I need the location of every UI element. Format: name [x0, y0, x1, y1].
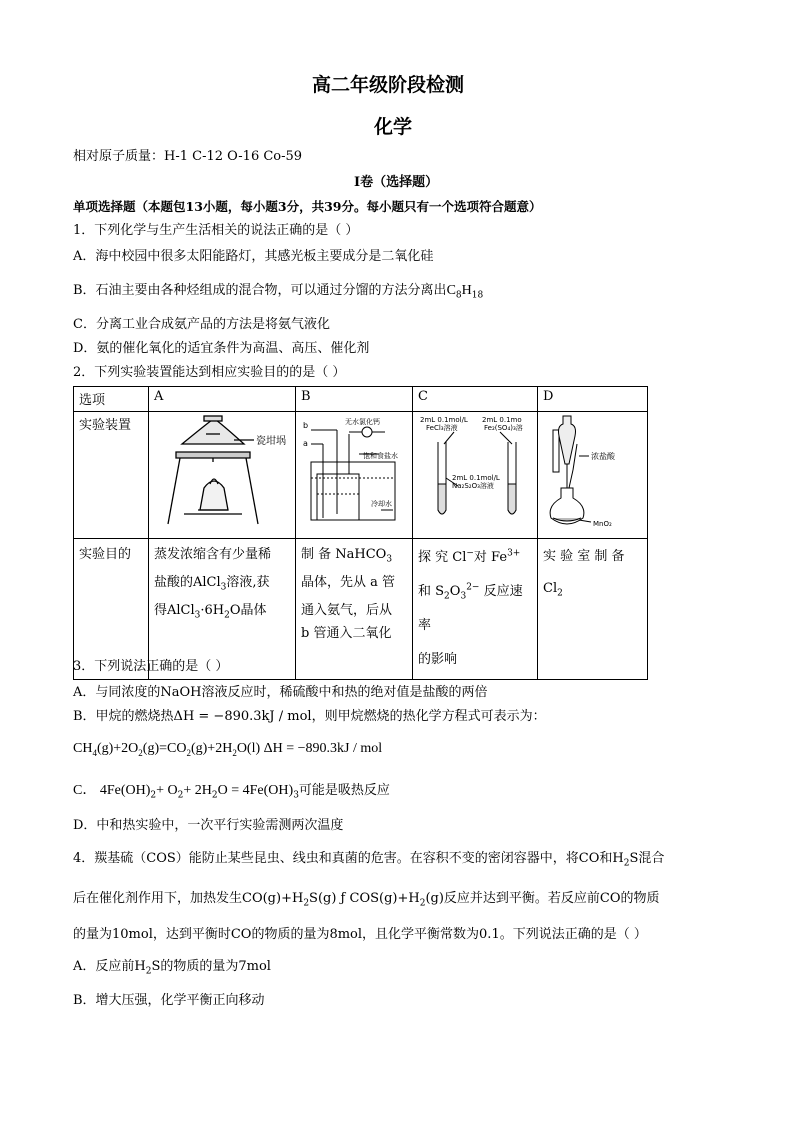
- goal-b-line3: 通入氨气，后从: [301, 603, 393, 618]
- goal-c-line2-sub2: 3: [460, 591, 467, 602]
- q1-b-carbon: C: [446, 283, 456, 298]
- goal-b-line1-text: 制 备 NaHCO: [301, 547, 387, 562]
- na2s2o3-label: Na₂S₂O₃溶液: [452, 482, 494, 490]
- q3-option-b: B．甲烷的燃烧热ΔH = −890.3kJ / mol，则甲烷燃烧的热化学方程式可表示为：: [73, 709, 546, 724]
- q4-line3: 的量为10mol，达到平衡时CO的物质的量为8mol，且化学平衡常数为0.1。下列说法正确的是（ ）: [73, 927, 647, 942]
- apparatus-label: 实验装置: [74, 412, 149, 539]
- q4-a-start: A．反应前H: [73, 959, 146, 974]
- goal-c-line2-end: 反应速率: [418, 584, 523, 633]
- goal-b-line2: 晶体，先从 a 管: [301, 575, 396, 590]
- evaporation-apparatus-icon: [154, 414, 290, 530]
- q4-line1-end: S混合: [629, 851, 665, 866]
- apparatus-a-cell: [149, 412, 296, 539]
- q1-stem: 1．下列化学与生产生活相关的说法正确的是（ ）: [73, 223, 359, 238]
- goal-b-line1: [301, 541, 407, 569]
- q3-eq-part-c: (g)=CO: [142, 741, 187, 756]
- q1-option-a: A．海中校园中很多太阳能路灯，其感光板主要成分是二氧化硅: [73, 249, 434, 264]
- goal-d-line2-sub: 2: [557, 588, 563, 599]
- cacl2-label: 无水氯化钙: [345, 418, 380, 426]
- goal-a-line2: [154, 569, 290, 597]
- goal-a-line3-start: 得AlCl: [154, 603, 195, 618]
- q3-eq-ch: CH: [73, 741, 93, 756]
- nahco3-apparatus-icon: [301, 414, 409, 530]
- q3-option-a: A．与同浓度的NaOH溶液反应时，稀硫酸中和热的绝对值是盐酸的两倍: [73, 685, 488, 700]
- q4-option-b: B．增大压强，化学平衡正向移动: [73, 993, 265, 1008]
- header-b: B: [296, 387, 413, 412]
- fecl3-label: FeCl₃溶液: [426, 424, 458, 432]
- fecl3-conc-label: 2mL 0.1mol/L: [420, 416, 468, 424]
- goal-c-line2-sub: 2: [444, 591, 450, 602]
- nacl-label: 饱和食盐水: [363, 452, 398, 460]
- goal-d-cell: [538, 539, 648, 680]
- goal-a-line2-sub: 3: [220, 582, 227, 593]
- q1-b-carbon-sub: 8: [455, 290, 462, 301]
- goal-d-line2: [543, 573, 642, 605]
- q3-c-mid: + O: [156, 783, 178, 798]
- goal-c-line2: [418, 575, 532, 643]
- apparatus-row: [74, 412, 648, 539]
- q3-option-d: D．中和热实验中，一次平行实验需测两次温度: [73, 818, 344, 833]
- goal-c-line1-start: 探 究 Cl: [418, 550, 467, 565]
- q4-option-a: A．反应前$H_2S$的物质的量为7mol: [73, 959, 271, 977]
- apparatus-c-cell: [413, 412, 538, 539]
- goal-a-line3-sub2: 2: [224, 610, 230, 621]
- tube-a-label: a: [303, 439, 308, 448]
- goal-c-cell: [413, 539, 538, 680]
- na2s2o3-conc-label: 2mL 0.1mol/L: [452, 474, 500, 482]
- atomic-mass-line: 相对原子质量：H-1 C-12 O-16 Co-59: [73, 149, 303, 164]
- goal-b-line1-sub: 3: [386, 554, 393, 565]
- table-header-row: [74, 387, 648, 412]
- goal-d-line2-text: Cl: [543, 581, 558, 596]
- q3-equation: $CH_4(g)+2O_2(g)=CO_2(g)+2H_2O(l) \Delta H = -890.3kJ$ / mol: [73, 741, 383, 758]
- q1-option-c: C．分离工业合成氨产品的方法是将氨气液化: [73, 317, 330, 332]
- goal-a-line1: 蒸发浓缩含有少量稀: [154, 547, 272, 562]
- cooling-water-label: 冷却水: [371, 500, 392, 508]
- q3-eq-part-e: O(l) ΔH = −890.3kJ / mol: [236, 741, 383, 756]
- instructions: 单项选择题（本题包13小题，每小题3分，共39分。每小题只有一个选项符合题意）: [73, 199, 542, 214]
- goal-a-line3-end: O晶体: [229, 603, 267, 618]
- q1-option-b-text: B．石油主要由各种烃组成的混合物，可以通过分馏的方法分离出: [73, 283, 447, 298]
- q4-line2-a: 后在催化剂作用下，加热发生CO(g)+H: [73, 891, 304, 906]
- q1-option-d: D．氨的催化氧化的适宜条件为高温、高压、催化剂: [73, 341, 370, 356]
- q4-line2-b: S(g) ƒ COS(g)+H: [309, 891, 420, 906]
- goal-a-line2-end: 溶液,获: [226, 575, 270, 590]
- q4-line1: 4．羰基硫（COS）能防止某些昆虫、线虫和真菌的危害。在容积不变的密闭容器中，将CO和$H_2S$混合: [73, 851, 665, 869]
- q1-b-hydrogen: H: [461, 283, 472, 298]
- header-a: A: [149, 387, 296, 412]
- q4-a-end: S的物质的量为7mol: [151, 959, 271, 974]
- goal-c-line2-sup: 2−: [466, 582, 480, 593]
- test-tube-apparatus-icon: [418, 414, 534, 530]
- q3-c-start: C． 4Fe(OH): [73, 783, 151, 798]
- goal-b-cell: [296, 539, 413, 680]
- exam-title: 高二年级阶段检测: [312, 74, 465, 96]
- q3-eq-part-b: (g)+2O: [96, 741, 139, 756]
- conc-hcl-label: 浓盐酸: [591, 452, 615, 461]
- goal-c-line1-sup2: 3+: [507, 548, 521, 559]
- q1-b-hydrogen-sub: 18: [471, 290, 484, 301]
- subject-title: 化学: [374, 116, 413, 138]
- header-option: 选项: [74, 387, 149, 412]
- fe2so43-label: Fe₂(SO₄)₃溶: [484, 424, 523, 432]
- crucible-label: 瓷坩埚: [256, 436, 286, 447]
- goal-c-line3: 的影响: [418, 652, 458, 667]
- goal-a-line3: [154, 597, 290, 625]
- goal-c-line1: [418, 541, 532, 575]
- mno2-label: MnO₂: [593, 520, 612, 528]
- q3-c-end: 可能是吸热反应: [298, 783, 390, 798]
- chlorine-apparatus-icon: [543, 414, 643, 530]
- q3-option-c: C． $4Fe(OH)_2+ O_2+ 2H_2O = 4Fe(OH)_3$可能是吸热反应: [73, 783, 390, 801]
- goal-a-line3-sub: 3: [194, 610, 201, 621]
- goal-c-line2-mid: O: [449, 584, 461, 599]
- q3-stem: 3．下列说法正确的是（ ）: [73, 659, 229, 674]
- apparatus-b-cell: [296, 412, 413, 539]
- goal-label: 实验目的: [74, 539, 149, 680]
- q4-line2-c: (g)反应并达到平衡。若反应前CO的物质: [425, 891, 660, 906]
- apparatus-d-cell: [538, 412, 648, 539]
- q4-line1-text: 4．羰基硫（COS）能防止某些昆虫、线虫和真菌的危害。在容积不变的密闭容器中，将CO和H: [73, 851, 624, 866]
- goal-b-line4: b 管通入二氧化: [301, 626, 392, 641]
- header-d: D: [538, 387, 648, 412]
- q2-stem: 2．下列实验装置能达到相应实验目的的是（ ）: [73, 365, 346, 380]
- goal-d-line1: 实 验 室 制 备: [543, 549, 625, 564]
- section-heading: Ⅰ卷（选择题）: [354, 175, 439, 190]
- goal-a-line2-start: 盐酸的AlCl: [154, 575, 221, 590]
- goal-c-line2-start: 和 S: [418, 584, 445, 599]
- header-c: C: [413, 387, 538, 412]
- goal-c-line1-mid: 对 Fe: [473, 550, 508, 565]
- goal-a-line3-mid: ·6H: [200, 603, 225, 618]
- q4-line2: 后在催化剂作用下，加热发生$CO(g)+H_2S(g)$ ƒ $COS(g)+H_2(g)$反应并达到平衡。若反应前CO的物质: [73, 891, 660, 909]
- q1-option-b: [73, 282, 483, 300]
- tube-b-label: b: [303, 421, 309, 430]
- q3-c-mid3: O = 4Fe(OH): [217, 783, 294, 798]
- q3-eq-part-d: (g)+2H: [190, 741, 233, 756]
- goal-c-line1-sup: −: [466, 548, 474, 559]
- experiment-table: [73, 386, 648, 680]
- fe2so43-conc-label: 2mL 0.1mo: [482, 416, 522, 424]
- q3-c-mid2: + 2H: [183, 783, 212, 798]
